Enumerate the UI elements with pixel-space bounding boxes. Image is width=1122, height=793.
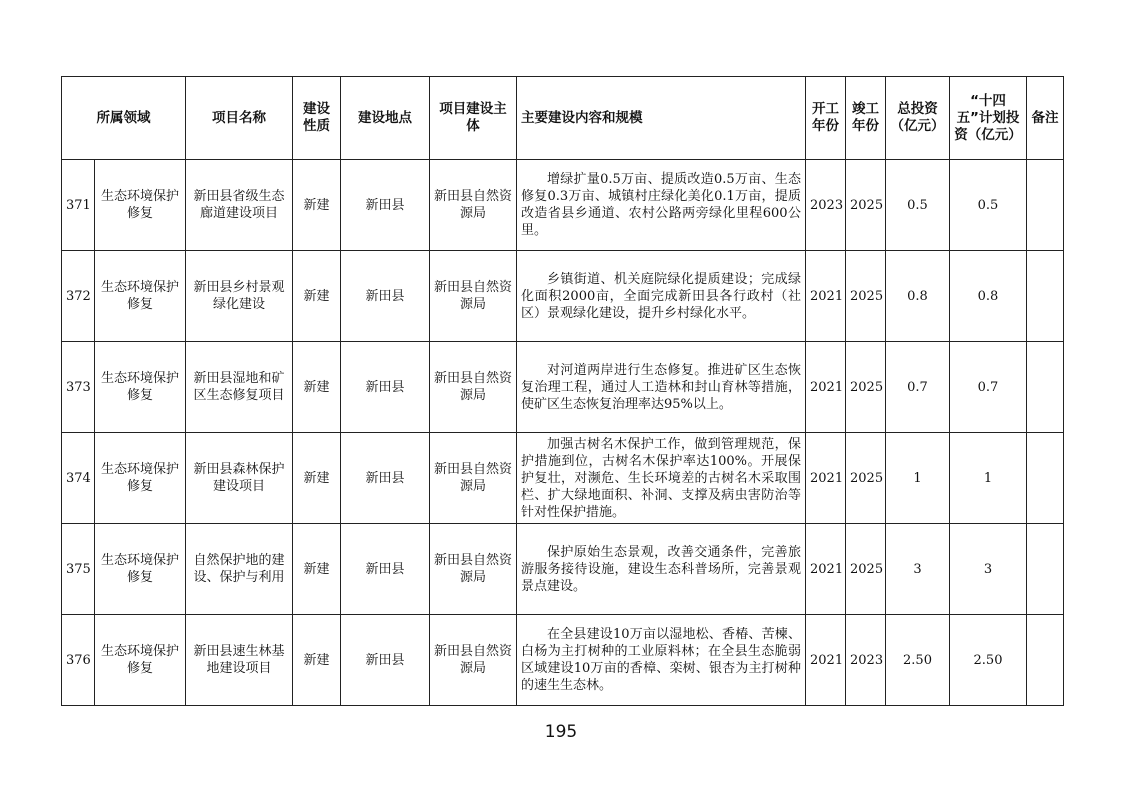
row-total: 0.8 <box>886 251 950 342</box>
row-field: 生态环境保护修复 <box>95 160 186 251</box>
header-total: 总投资（亿元） <box>886 77 950 160</box>
row-total: 2.50 <box>886 615 950 706</box>
row-plan: 1 <box>950 433 1027 524</box>
row-nature: 新建 <box>293 342 341 433</box>
row-name: 自然保护地的建设、保护与利用 <box>186 524 293 615</box>
row-field: 生态环境保护修复 <box>95 251 186 342</box>
header-note: 备注 <box>1027 77 1064 160</box>
row-end: 2025 <box>846 160 886 251</box>
row-plan: 0.5 <box>950 160 1027 251</box>
row-start: 2021 <box>806 524 846 615</box>
row-content: 乡镇街道、机关庭院绿化提质建设；完成绿化面积2000亩，全面完成新田县各行政村（社区）景观绿化建设，提升乡村绿化水平。 <box>517 251 806 342</box>
header-row <box>62 77 1064 160</box>
row-note <box>1027 251 1064 342</box>
row-start: 2021 <box>806 342 846 433</box>
row-total: 3 <box>886 524 950 615</box>
row-note <box>1027 342 1064 433</box>
row-field: 生态环境保护修复 <box>95 615 186 706</box>
table-row <box>62 160 1064 251</box>
row-content: 保护原始生态景观，改善交通条件，完善旅游服务接待设施，建设生态科普场所，完善景观景点建设。 <box>517 524 806 615</box>
row-end: 2025 <box>846 524 886 615</box>
row-start: 2021 <box>806 615 846 706</box>
header-plan: “十四五”计划投资（亿元） <box>950 77 1027 160</box>
row-location: 新田县 <box>341 433 430 524</box>
row-name: 新田县速生林基地建设项目 <box>186 615 293 706</box>
row-number: 372 <box>62 251 95 342</box>
row-location: 新田县 <box>341 342 430 433</box>
row-plan: 0.8 <box>950 251 1027 342</box>
row-owner: 新田县自然资源局 <box>430 251 517 342</box>
row-note <box>1027 160 1064 251</box>
header-owner: 项目建设主体 <box>430 77 517 160</box>
row-owner: 新田县自然资源局 <box>430 615 517 706</box>
table-row <box>62 524 1064 615</box>
row-content: 加强古树名木保护工作，做到管理规范，保护措施到位，古树名木保护率达100%。开展保护复壮，对濒危、生长环境差的古树名木采取围栏、扩大绿地面积、补洞、支撑及病虫害防治等针对性保护措施。 <box>517 433 806 524</box>
row-number: 373 <box>62 342 95 433</box>
row-note <box>1027 615 1064 706</box>
row-number: 375 <box>62 524 95 615</box>
row-end: 2025 <box>846 433 886 524</box>
table-row <box>62 251 1064 342</box>
row-field: 生态环境保护修复 <box>95 433 186 524</box>
row-number: 376 <box>62 615 95 706</box>
row-owner: 新田县自然资源局 <box>430 433 517 524</box>
row-name: 新田县省级生态廊道建设项目 <box>186 160 293 251</box>
table-row <box>62 615 1064 706</box>
row-owner: 新田县自然资源局 <box>430 160 517 251</box>
row-location: 新田县 <box>341 524 430 615</box>
row-number: 374 <box>62 433 95 524</box>
row-plan: 3 <box>950 524 1027 615</box>
row-name: 新田县森林保护建设项目 <box>186 433 293 524</box>
row-location: 新田县 <box>341 251 430 342</box>
row-note <box>1027 433 1064 524</box>
header-location: 建设地点 <box>341 77 430 160</box>
row-plan: 0.7 <box>950 342 1027 433</box>
row-nature: 新建 <box>293 524 341 615</box>
row-plan: 2.50 <box>950 615 1027 706</box>
row-field: 生态环境保护修复 <box>95 524 186 615</box>
row-field: 生态环境保护修复 <box>95 342 186 433</box>
row-nature: 新建 <box>293 251 341 342</box>
header-nature: 建设性质 <box>293 77 341 160</box>
row-owner: 新田县自然资源局 <box>430 524 517 615</box>
row-name: 新田县乡村景观绿化建设 <box>186 251 293 342</box>
header-field: 所属领域 <box>62 77 186 160</box>
row-end: 2025 <box>846 251 886 342</box>
header-end: 竣工年份 <box>846 77 886 160</box>
project-table <box>61 76 1064 706</box>
row-note <box>1027 524 1064 615</box>
row-content: 增绿扩量0.5万亩、提质改造0.5万亩、生态修复0.3万亩、城镇村庄绿化美化0.1万亩，提质改造省县乡通道、农村公路两旁绿化里程600公里。 <box>517 160 806 251</box>
row-nature: 新建 <box>293 433 341 524</box>
row-end: 2023 <box>846 615 886 706</box>
table-row <box>62 433 1064 524</box>
row-start: 2021 <box>806 433 846 524</box>
row-total: 0.5 <box>886 160 950 251</box>
row-nature: 新建 <box>293 615 341 706</box>
row-number: 371 <box>62 160 95 251</box>
row-content: 在全县建设10万亩以湿地松、香椿、苦楝、白杨为主打树种的工业原料林；在全县生态脆弱区域建设10万亩的香樟、栾树、银杏为主打树种的速生生态林。 <box>517 615 806 706</box>
row-content: 对河道两岸进行生态修复。推进矿区生态恢复治理工程，通过人工造林和封山育林等措施，使矿区生态恢复治理率达95%以上。 <box>517 342 806 433</box>
row-nature: 新建 <box>293 160 341 251</box>
row-owner: 新田县自然资源局 <box>430 342 517 433</box>
row-total: 0.7 <box>886 342 950 433</box>
row-location: 新田县 <box>341 615 430 706</box>
row-end: 2025 <box>846 342 886 433</box>
header-name: 项目名称 <box>186 77 293 160</box>
table-row <box>62 342 1064 433</box>
page-number: 195 <box>544 722 578 742</box>
row-start: 2021 <box>806 251 846 342</box>
header-start: 开工年份 <box>806 77 846 160</box>
row-start: 2023 <box>806 160 846 251</box>
header-content: 主要建设内容和规模 <box>517 77 806 160</box>
row-name: 新田县湿地和矿区生态修复项目 <box>186 342 293 433</box>
row-location: 新田县 <box>341 160 430 251</box>
row-total: 1 <box>886 433 950 524</box>
